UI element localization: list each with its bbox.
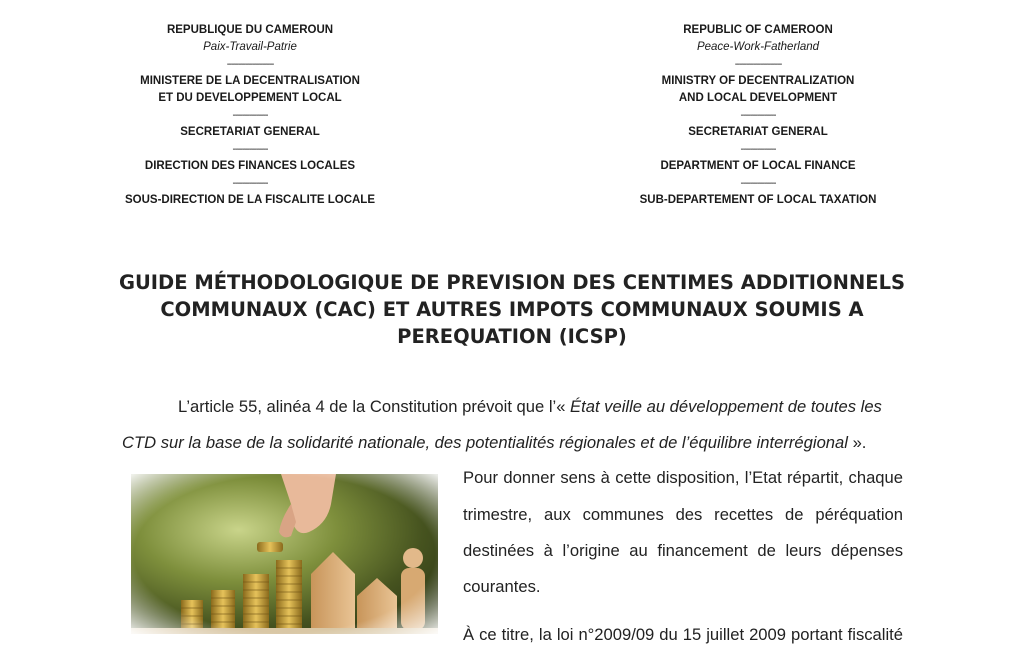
title-line-3: PEREQUATION (ICSP)	[397, 325, 627, 348]
paragraph-1-line-1	[178, 397, 882, 417]
separator: ---------------	[232, 144, 268, 155]
document-title	[110, 269, 914, 350]
ministry-line1-en: MINISTRY OF DECENTRALIZATION	[661, 75, 855, 87]
title-line-2: COMMUNAUX (CAC) ET AUTRES IMPOTS COMMUNAUX SOUMIS A	[160, 298, 864, 321]
coins-houses-illustration	[131, 474, 438, 634]
direction-fr: DIRECTION DES FINANCES LOCALES	[144, 160, 356, 172]
direction-en: DEPARTMENT OF LOCAL FINANCE	[660, 160, 856, 172]
ministry-line1-fr: MINISTERE DE LA DECENTRALISATION	[140, 75, 360, 87]
subdirection-fr: SOUS-DIRECTION DE LA FISCALITE LOCALE	[124, 194, 376, 206]
paragraph-2-line-3	[463, 541, 903, 561]
paragraph-1-quote: État veille au développement de toutes les	[570, 397, 882, 416]
secretariat-fr: SECRETARIAT GENERAL	[180, 126, 320, 138]
secretariat-en: SECRETARIAT GENERAL	[688, 126, 828, 138]
country-name-fr: REPUBLIQUE DU CAMEROUN	[166, 24, 334, 36]
separator: --------------------	[734, 59, 782, 70]
country-name-en: REPUBLIC OF CAMEROON	[683, 24, 833, 36]
paragraph-2-line-1	[463, 468, 903, 488]
motto-en: Peace-Work-Fatherland	[696, 41, 820, 53]
header-english	[608, 22, 908, 209]
subdirection-en: SUB-DEPARTEMENT OF LOCAL TAXATION	[639, 194, 877, 206]
motto-fr: Paix-Travail-Patrie	[203, 41, 297, 53]
separator: ---------------	[232, 178, 268, 189]
title-line-1: GUIDE MÉTHODOLOGIQUE DE PREVISION DES CENTIMES ADDITIONNELS	[118, 271, 906, 294]
separator: --------------------	[226, 59, 274, 70]
paragraph-2-text-2: trimestre, aux communes des recettes de péréquation	[463, 505, 903, 524]
coins-houses-photo	[131, 474, 438, 634]
paragraph-2-text-4: courantes.	[463, 577, 541, 596]
paragraph-2-line-4	[463, 577, 540, 597]
paragraph-3-text-1: À ce titre, la loi n°2009/09 du 15 juillet 2009 portant fiscalité	[463, 625, 903, 644]
paragraph-3-line-1	[463, 625, 903, 645]
paragraph-1-text: L’article 55, alinéa 4 de la Constitution prévoit que l’«	[178, 397, 571, 416]
paragraph-2-text-1: Pour donner sens à cette disposition, l’Etat répartit, chaque	[463, 468, 903, 487]
paragraph-1-line-2	[122, 433, 866, 453]
paragraph-1-quote-cont: CTD sur la base de la solidarité nationale, des potentialités régionales et de l’équilibre interrégional	[122, 433, 848, 452]
header-french	[100, 22, 400, 209]
separator: ---------------	[232, 110, 268, 121]
ministry-line2-en: AND LOCAL DEVELOPMENT	[678, 92, 838, 104]
paragraph-2-text-3: destinées à l’origine au financement de leurs dépenses	[463, 541, 903, 560]
ministry-line2-fr: ET DU DEVELOPPEMENT LOCAL	[158, 92, 342, 104]
separator: ---------------	[740, 178, 776, 189]
paragraph-2-line-2	[463, 505, 903, 525]
paragraph-1-end: ».	[847, 433, 867, 452]
separator: ---------------	[740, 110, 776, 121]
separator: ---------------	[740, 144, 776, 155]
